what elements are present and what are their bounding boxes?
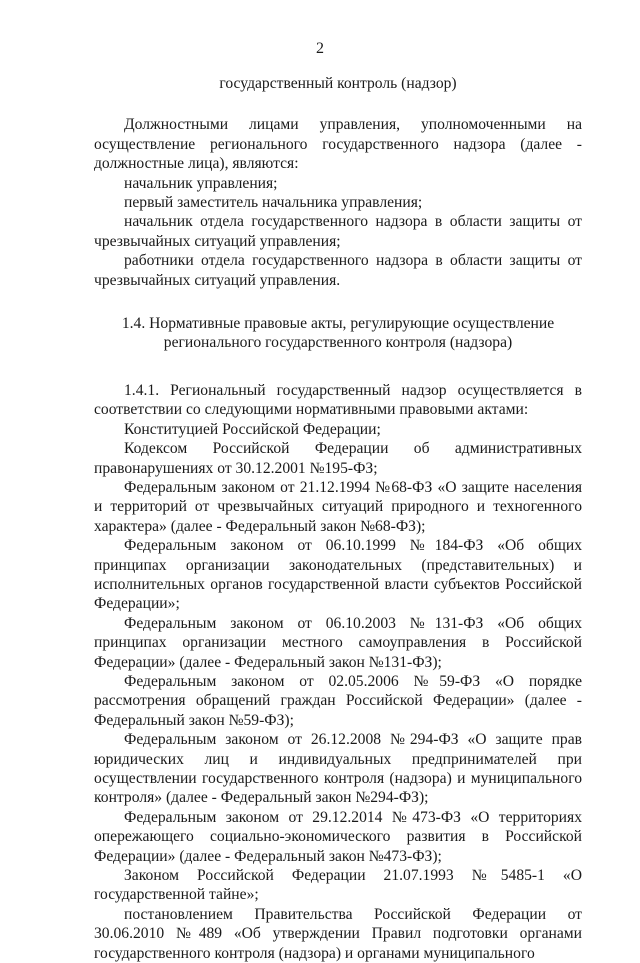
page-number: 2 — [316, 40, 324, 57]
paragraph: начальник отдела государственного надзора в области защиты от чрезвычайных ситуаций управления; — [94, 213, 582, 250]
paragraph: первый заместитель начальника управления; — [124, 194, 423, 212]
paragraph: Федеральным законом от 29.12.2014 №473-ФЗ «О территориях опережающего социально-экономического развития в Российской Федерации» (далее - Федеральный закон №473-ФЗ); — [94, 808, 582, 865]
paragraph: Федеральным законом от 06.10.2003 №131-ФЗ «Об общих принципах организации местного самоуправления в Российской Федерации» (далее - Федеральный закон №131-ФЗ); — [94, 614, 582, 671]
paragraph: Федеральным законом от 06.10.1999 №184-ФЗ «Об общих принципах организации законодательных (представительных) и исполнительных органов государственной власти субъектов Российской Федерации»; — [94, 537, 582, 613]
paragraph: Федеральным законом от 02.05.2006 №59-ФЗ «О порядке рассмотрения обращений граждан Российской Федерации» (далее - Федеральный закон №59-ФЗ); — [94, 672, 582, 729]
paragraph: Федеральным законом от 26.12.2008 №294-ФЗ «О защите прав юридических лиц и индивидуальных предпринимателей при осуществлении государственного контроля (надзора) и муниципального контроля» (далее - Федеральный закон №294-ФЗ); — [94, 731, 582, 807]
paragraph: Конституцией Российской Федерации; — [124, 420, 381, 438]
paragraph: Должностными лицами управления, уполномоченными на осуществление регионального государственного надзора (далее - должностные лица), являются: — [94, 116, 582, 173]
paragraph: Кодексом Российской Федерации об административных правонарушениях от 30.12.2001 №195-ФЗ; — [94, 440, 582, 477]
paragraph: начальник управления; — [124, 174, 278, 192]
paragraph: работники отдела государственного надзора в области защиты от чрезвычайных ситуаций управления. — [94, 252, 582, 289]
paragraph: Законом Российской Федерации 21.07.1993 №5485-1 «О государственной тайне»; — [94, 867, 582, 904]
section-heading: 1.4. Нормативные правовые акты, регулирующие осуществление регионального государственного контроля (надзора) — [121, 315, 555, 352]
paragraph: Федеральным законом от 21.12.1994 №68-ФЗ «О защите населения и территорий от чрезвычайных ситуаций природного и техногенного характера» (далее - Федеральный закон №68-ФЗ); — [94, 478, 582, 535]
paragraph: государственный контроль (надзор) — [219, 75, 457, 92]
paragraph: 1.4.1. Региональный государственный надзор осуществляется в соответствии со следующими нормативными правовыми актами: — [94, 381, 582, 419]
paragraph: постановлением Правительства Российской Федерации от 30.06.2010 №489 «Об утверждении Правил подготовки органами государственного контроля (надзора) и органами муниципального — [94, 905, 582, 962]
document-body — [94, 74, 582, 963]
